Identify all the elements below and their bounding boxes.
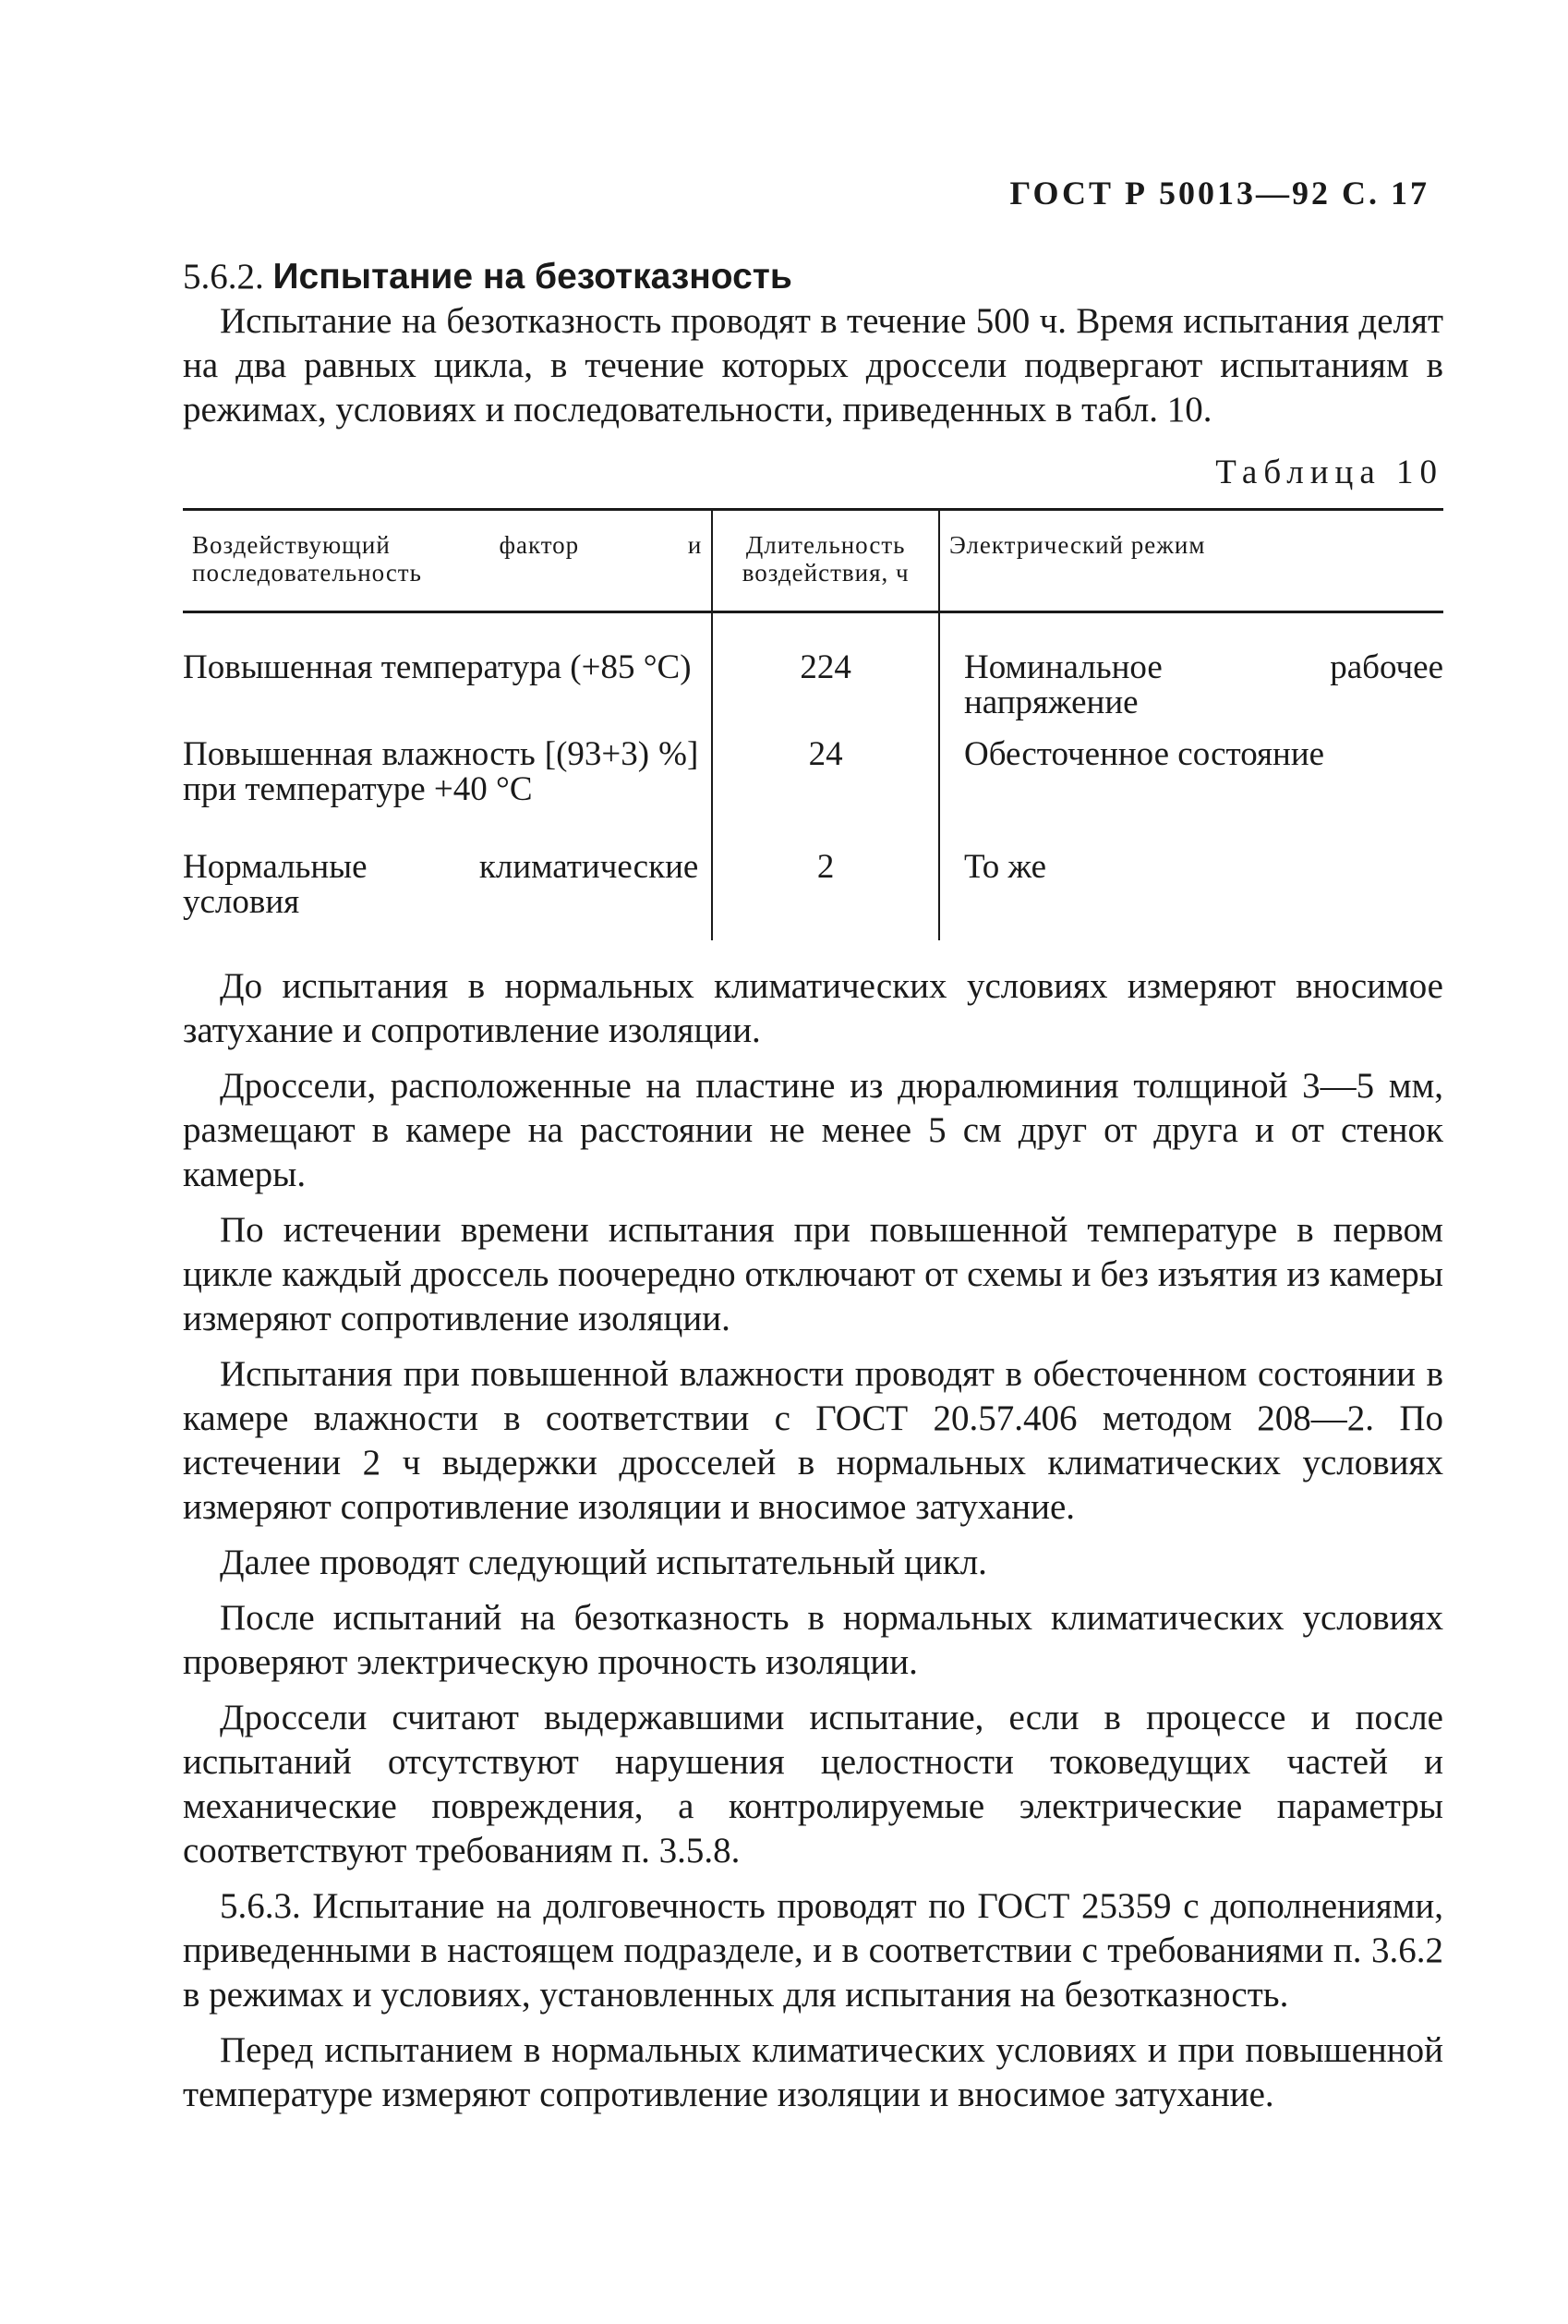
section-number: 5.6.2.: [183, 257, 264, 297]
test-table: [183, 508, 1443, 940]
cell-factor: Нормальные климатические условия: [183, 848, 699, 921]
cell-mode: Номинальное рабочее напряжение: [963, 648, 1443, 721]
paragraph: Дроссели, расположенные на пластине из дюралюминия толщиной 3—5 мм, размещают в камере на расстоянии не менее 5 см друг от друга и от стенок камеры.: [183, 1066, 1443, 1194]
section-intro: Испытание на безотказность проводят в течение 500 ч. Время испытания делят на два равных цикла, в течение которых дроссели подвергают испытаниям в режимах, условиях и последовательности, приведенных в табл. 10.: [183, 301, 1443, 430]
body-paragraphs: [183, 964, 1443, 2117]
cell-factor: Повышенная влажность [(93+3) %] при температуре +40 °С: [183, 735, 699, 808]
table-row: [183, 730, 1443, 817]
header-factor: Воздействующий фактор и последовательность: [183, 510, 712, 612]
table-caption: Таблица 10: [1215, 454, 1443, 491]
cell-mode: Обесточенное состояние: [963, 735, 1325, 773]
cell-mode: То же: [963, 848, 1047, 886]
table-row: [183, 817, 1443, 940]
cell-duration: 2: [712, 817, 939, 940]
section-heading: [183, 255, 1443, 299]
paragraph: Испытания при повышенной влажности проводят в обесточенном состоянии в камере влажности в соответствии с ГОСТ 20.57.406 методом 208—2. По истечении 2 ч выдержки дросселей в нормальных климатических условиях измеряют сопротивление изоляции и вносимое затухание.: [183, 1354, 1443, 1527]
page-body: [183, 255, 1443, 2128]
section-title: Испытание на безотказность: [272, 257, 792, 297]
paragraph: Далее проводят следующий испытательный цикл.: [220, 1543, 987, 1582]
paragraph: 5.6.3. Испытание на долговечность проводят по ГОСТ 25359 с дополнениями, приведенными в настоящем подразделе, и в соответствии с требованиями п. 3.6.2 в режимах и условиях, установленных для испытания на безотказность.: [183, 1886, 1443, 2015]
header-mode: Электрический режим: [939, 510, 1443, 612]
cell-duration: 24: [712, 730, 939, 817]
header-duration: Длительность воздействия, ч: [712, 510, 939, 612]
paragraph: Перед испытанием в нормальных климатических условиях и при повышенной температуре измеряют сопротивление изоляции и вносимое затухание.: [183, 2030, 1443, 2114]
paragraph: После испытаний на безотказность в нормальных климатических условиях проверяют электрическую прочность изоляции.: [183, 1598, 1443, 1682]
table-header-row: [183, 510, 1443, 612]
paragraph: Дроссели считают выдержавшими испытание, если в процессе и после испытаний отсутствуют нарушения целостности токоведущих частей и механические повреждения, а контролируемые электрические параметры соответствуют требованиям п. 3.5.8.: [183, 1698, 1443, 1870]
table-row: [183, 612, 1443, 731]
paragraph: До испытания в нормальных климатических условиях измеряют вносимое затухание и сопротивление изоляции.: [183, 966, 1443, 1050]
cell-duration: 224: [712, 612, 939, 731]
running-header: ГОСТ Р 50013—92 С. 17: [1009, 175, 1429, 212]
cell-factor: Повышенная температура (+85 °С): [183, 648, 692, 686]
paragraph: По истечении времени испытания при повышенной температуре в первом цикле каждый дроссель поочередно отключают от схемы и без изъятия из камеры измеряют сопротивление изоляции.: [183, 1210, 1443, 1338]
